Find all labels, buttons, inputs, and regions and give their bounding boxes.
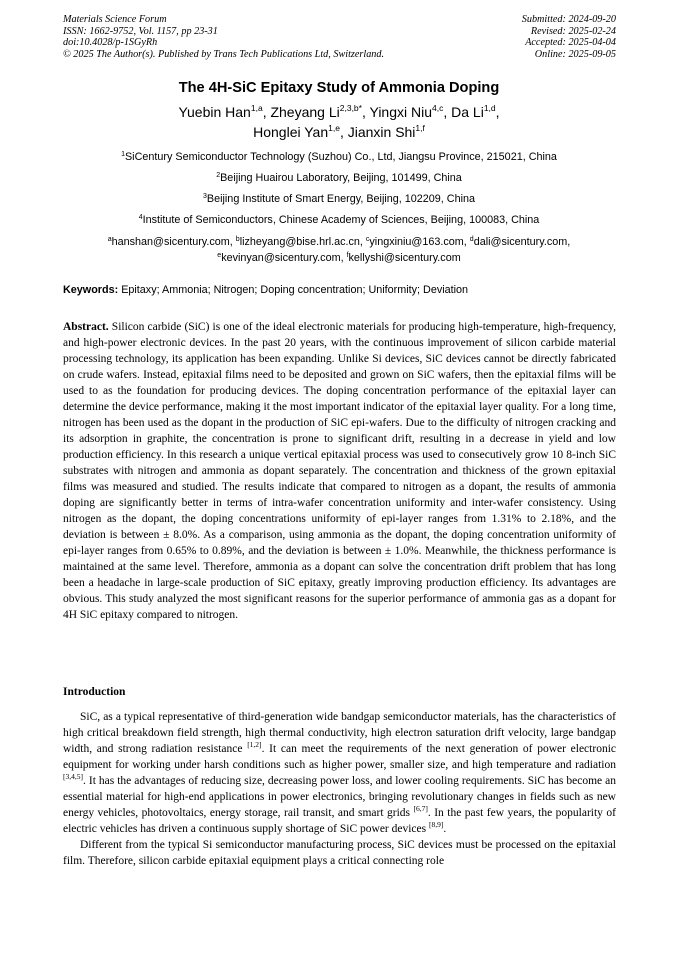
affiliation-text: Institute of Semiconductors, Chinese Academy of Sciences, Beijing, 100083, China: [142, 214, 540, 226]
author-affil-mark: 4,c: [432, 103, 444, 113]
author-affil-mark: 1,e: [328, 123, 340, 133]
keywords-label: Keywords:: [63, 284, 119, 296]
journal-name: Materials Science Forum: [63, 14, 167, 25]
dates-header: [522, 14, 616, 60]
email-mark: c: [365, 236, 370, 243]
citation: [8,9]: [428, 820, 444, 829]
email-list: [0, 235, 678, 266]
email-address: yingxiniu@163.com,: [369, 236, 470, 248]
keywords-text: Epitaxy; Ammonia; Nitrogen; Doping concentration; Uniformity; Deviation: [118, 284, 469, 296]
citation: [1,2]: [247, 740, 262, 749]
email-mark: d: [469, 236, 474, 243]
author-line-2: [0, 122, 678, 142]
paragraph-text: . In the past few years, the popularity of electric vehicles has driven a continuous supply shortage of SiC power devices: [63, 807, 616, 835]
journal-header: [63, 14, 384, 60]
email-address: lizheyang@bise.hrl.ac.cn,: [239, 236, 366, 248]
paragraph-text: .: [443, 823, 447, 835]
email-address: kellyshi@sicentury.com: [348, 251, 461, 264]
abstract-label: Abstract.: [63, 321, 109, 333]
author-affil-mark: 2,3,b*: [339, 103, 362, 113]
author-affil-mark: 1,d: [483, 103, 496, 113]
affiliation-mark: 2: [216, 172, 221, 179]
author-name: Jianxin Shi: [347, 124, 416, 140]
affiliation-mark: 3: [203, 193, 207, 200]
email-mark: e: [217, 251, 222, 259]
author-list: [0, 102, 678, 142]
submitted-date: Submitted: 2024-09-20: [521, 14, 616, 25]
affiliation-3: [0, 192, 678, 206]
accepted-date: Accepted: 2025-04-04: [525, 37, 616, 48]
author-name: Honglei Yan: [253, 124, 329, 140]
affiliation-mark: 4: [138, 214, 143, 221]
author-separator: ,: [443, 104, 452, 120]
email-mark: a: [107, 236, 112, 243]
doi-line: doi:10.4028/p-1SGyRh: [63, 37, 158, 48]
section-title-introduction: Introduction: [63, 686, 126, 698]
paper-title: The 4H-SiC Epitaxy Study of Ammonia Doping: [178, 80, 500, 96]
affiliation-text: Beijing Huairou Laboratory, Beijing, 101499, China: [220, 172, 462, 184]
author-name: Zheyang Li: [270, 104, 340, 120]
email-address: kevinyan@sicentury.com,: [221, 251, 347, 264]
introduction-paragraph-1: [63, 709, 616, 837]
author-affil-mark: 1,f: [415, 123, 425, 133]
author-separator: ,: [361, 104, 370, 120]
author-name: Yingxi Niu: [369, 104, 433, 120]
author-separator: ,: [262, 104, 271, 120]
abstract: [63, 319, 616, 623]
author-affil-mark: 1,a: [250, 103, 263, 113]
affiliation-text: Beijing Institute of Smart Energy, Beijing, 102209, China: [206, 193, 475, 205]
author-separator: ,: [339, 124, 348, 140]
paragraph-text: . It can meet the requirements of the next generation of power electronic equipment for working under harsh conditions such as higher power, smaller size, and high temperature and radiation: [63, 743, 616, 771]
paragraph-text: SiC, as a typical representative of third-generation wide bandgap semiconductor materials, has the characteristics of high critical breakdown field strength, high thermal conductivity, high electron saturation drift velocity, large bandgap width, and strong radiation resistance: [63, 711, 616, 755]
affiliation-2: [0, 171, 678, 185]
affiliation-1: [0, 150, 678, 164]
email-line-2: [0, 251, 678, 267]
copyright-line: © 2025 The Author(s). Published by Trans Tech Publications Ltd, Switzerland.: [63, 48, 385, 60]
introduction-body: [63, 709, 616, 869]
online-date: Online: 2025-09-05: [534, 48, 616, 60]
keywords: [63, 284, 623, 296]
author-name: Yuebin Han: [178, 104, 251, 120]
citation: [3,4,5]: [63, 772, 83, 781]
email-address: dali@sicentury.com,: [473, 236, 571, 248]
email-mark: f: [346, 251, 349, 259]
email-address: hanshan@sicentury.com,: [111, 236, 236, 248]
paragraph-text: . It has the advantages of reducing size, decreasing power loss, and lower cooling requirements. SiC has become an essential material for high-end applications in power electronics, bringing revolutionary changes in fields such as new energy vehicles, photovoltaics, energy storage, rail transit, and smart grids: [63, 775, 616, 819]
issn-line: ISSN: 1662-9752, Vol. 1157, pp 23-31: [63, 25, 218, 37]
affiliation-4: [0, 213, 678, 227]
revised-date: Revised: 2025-02-24: [530, 25, 616, 37]
affiliation-mark: 1: [121, 151, 125, 158]
author-line-1: [0, 102, 678, 122]
author-name: Da Li: [451, 104, 484, 120]
author-separator: ,: [495, 104, 500, 120]
introduction-paragraph-2: Different from the typical Si semiconductor manufacturing process, SiC devices must be processed on the epitaxial film. Therefore, silicon carbide epitaxial equipment plays a critical connecting role: [63, 839, 616, 867]
email-line-1: [0, 235, 678, 251]
abstract-text: Silicon carbide (SiC) is one of the ideal electronic materials for producing high-temperature, high-frequency, and high-power electronic devices. In the past 20 years, with the continuous improvement of silicon carbide material processing technology, its application has been expanding. Unlike Si devices, SiC devices cannot be directly fabricated on crude wafers. Instead, epitaxial films need to be deposited and grown on SiC wafers, then the epitaxial films will be used to as the foundation for producing devices. The doping concentration performance of the epitaxial layer can determine the device performance, making it the most important indicator of the epitaxial layer quality. For a long time, nitrogen has been used as the dopant in the production of SiC epi-wafers. Due to the difficulty of nitrogen cracking and its adsorption in graphite, the concentration is prone to significant drift, resulting in a decrease in yield and low production efficiency. In this research a unique vertical epitaxial process was used to consecutively grow 10 8-inch SiC substrates with nitrogen and ammonia as dopant separately. The concentration and thickness of the grown epitaxial films was measured and studied. The results indicate that compared to nitrogen as a dopant, the results of ammonia doping are significantly better in terms of intra-wafer concentration uniformity and inter-wafer consistency. Using nitrogen as the dopant, the doping concentrations uniformity of epi-layer ranges from 1.31% to 2.18%, and the deviation is between ± 8.0%. As a comparison, using ammonia as the dopant, the doping concentration uniformity of epi-layer ranges from 0.65% to 0.89%, and the deviation is between ± 1.0%. Meanwhile, the thickness performance is maintained at the same level. Therefore, ammonia as a dopant can solve the concentration drift problem that has long been a headache in large-scale production of SiC epitaxy, greatly improving production efficiency. Its advantages are obvious. This study analyzed the most significant reasons for the superior performance of ammonia gas as a dopant for 4H SiC epitaxy compared to nitrogen.: [63, 321, 616, 621]
citation: [6,7]: [413, 804, 428, 813]
affiliation-text: SiCentury Semiconductor Technology (Suzhou) Co., Ltd, Jiangsu Province, 215021, China: [124, 151, 557, 163]
email-mark: b: [235, 236, 240, 243]
